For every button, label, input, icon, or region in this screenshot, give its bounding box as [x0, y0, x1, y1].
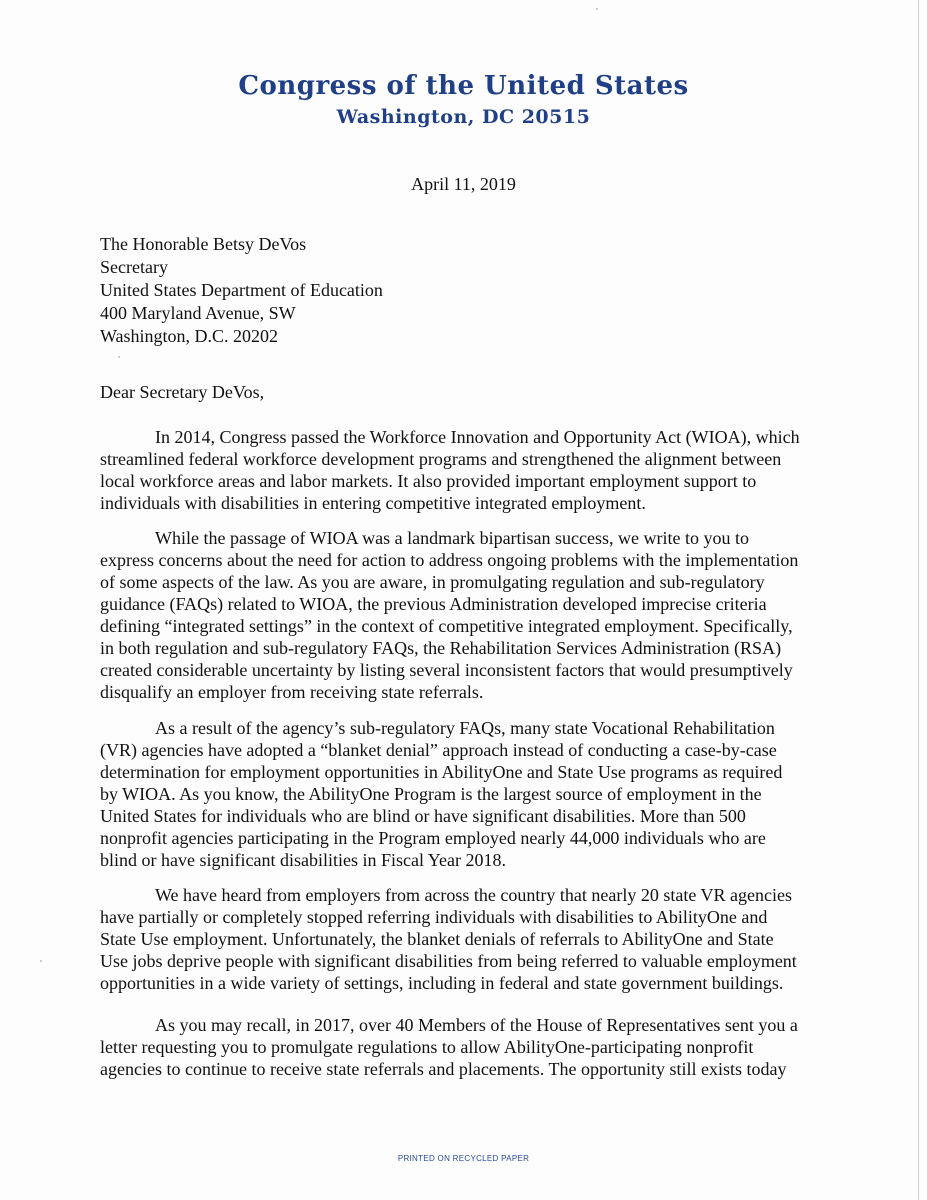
paragraph-line: blind or have significant disabilities in Fiscal Year 2018. [100, 850, 506, 870]
salutation: Dear Secretary DeVos, [100, 382, 265, 402]
paragraph-line: by WIOA. As you know, the AbilityOne Program is the largest source of employment in the [100, 784, 762, 804]
paragraph-line: individuals with disabilities in entering competitive integrated employment. [100, 493, 646, 513]
paragraph-line: (VR) agencies have adopted a “blanket denial” approach instead of conducting a case-by-case [100, 740, 777, 760]
paragraph-line: agencies to continue to receive state referrals and placements. The opportunity still exists today [100, 1059, 787, 1079]
recipient-address [100, 233, 383, 348]
paragraph-line: We have heard from employers from across the country that nearly 20 state VR agencies [155, 885, 792, 905]
paragraph-line: determination for employment opportunities in AbilityOne and State Use programs as required [100, 762, 783, 782]
paragraph-line: have partially or completely stopped referring individuals with disabilities to AbilityOne and [100, 907, 768, 927]
paragraph-line: Use jobs deprive people with significant disabilities from being referred to valuable employment [100, 951, 797, 971]
body-paragraph-3 [100, 717, 820, 871]
paper-speck [40, 960, 42, 962]
paragraph-line: streamlined federal workforce development programs and strengthened the alignment between [100, 449, 782, 469]
address-line: Secretary [100, 257, 168, 277]
address-line: The Honorable Betsy DeVos [100, 234, 307, 254]
paragraph-line: As a result of the agency’s sub-regulatory FAQs, many state Vocational Rehabilitation [155, 718, 775, 738]
letterhead-subtitle: Washington, DC 20515 [336, 106, 591, 128]
address-line: United States Department of Education [100, 280, 383, 300]
address-line: Washington, D.C. 20202 [100, 326, 279, 346]
paragraph-line: letter requesting you to promulgate regulations to allow AbilityOne-participating nonprofit [100, 1037, 754, 1057]
paragraph-line: created considerable uncertainty by listing several inconsistent factors that would presumptively [100, 660, 793, 680]
paragraph-line: express concerns about the need for action to address ongoing problems with the implementation [100, 550, 799, 570]
paragraph-line: While the passage of WIOA was a landmark bipartisan success, we write to you to [155, 528, 749, 548]
paper-speck [118, 356, 120, 358]
letterhead [0, 70, 927, 130]
paragraph-line: in both regulation and sub-regulatory FAQs, the Rehabilitation Services Administration (RSA) [100, 638, 782, 658]
paragraph-line: opportunities in a wide variety of settings, including in federal and state government buildings. [100, 973, 784, 993]
body-paragraph-5 [100, 1014, 820, 1080]
paper-speck [596, 8, 598, 10]
body-paragraph-1 [100, 426, 820, 514]
paragraph-line: nonprofit agencies participating in the Program employed nearly 44,000 individuals who are [100, 828, 766, 848]
paragraph-line: disqualify an employer from receiving state referrals. [100, 682, 484, 702]
paragraph-line: of some aspects of the law. As you are aware, in promulgating regulation and sub-regulatory [100, 572, 765, 592]
letter-date: April 11, 2019 [411, 174, 516, 194]
body-paragraph-2 [100, 527, 820, 703]
paragraph-line: State Use employment. Unfortunately, the blanket denials of referrals to AbilityOne and State [100, 929, 774, 949]
address-line: 400 Maryland Avenue, SW [100, 303, 296, 323]
paragraph-line: In 2014, Congress passed the Workforce Innovation and Opportunity Act (WIOA), which [155, 427, 800, 447]
paragraph-line: As you may recall, in 2017, over 40 Members of the House of Representatives sent you a [155, 1015, 798, 1035]
paragraph-line: local workforce areas and labor markets. It also provided important employment support to [100, 471, 757, 491]
paragraph-line: United States for individuals who are blind or have significant disabilities. More than 500 [100, 806, 746, 826]
paragraph-line: defining “integrated settings” in the context of competitive integrated employment. Specifically, [100, 616, 793, 636]
recycled-paper-footer: PRINTED ON RECYCLED PAPER [397, 1154, 530, 1163]
letterhead-title: Congress of the United States [238, 71, 689, 101]
body-paragraph-4 [100, 884, 820, 994]
paragraph-line: guidance (FAQs) related to WIOA, the previous Administration developed imprecise criteria [100, 594, 767, 614]
